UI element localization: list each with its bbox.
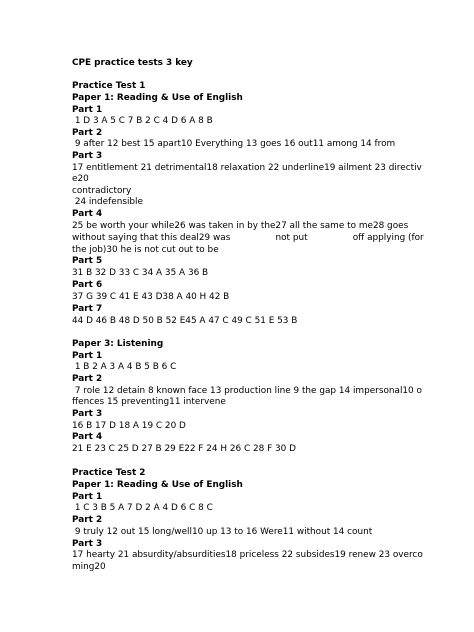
test1-part3-line: 24 indefensible — [72, 197, 143, 207]
test1-part3-line: contradictory — [72, 186, 132, 196]
test2-part1-heading: Part 1 — [72, 492, 103, 502]
test2-part3-line: 17 hearty 21 absurdity/absurdities18 priceless 22 subsides19 renew 23 overco — [72, 550, 423, 560]
test1-part3-line: 17 entitlement 21 detrimental18 relaxation 22 underline19 ailment 23 directiv — [72, 163, 422, 173]
test1-listening-part4-heading: Part 4 — [72, 432, 103, 442]
test1-part3-heading: Part 3 — [72, 151, 103, 161]
test1-part7-heading: Part 7 — [72, 304, 103, 314]
test1-part7-answers: 44 D 46 B 48 D 50 B 52 E45 A 47 C 49 C 51 E 53 B — [72, 316, 298, 326]
test1-listening-part1-heading: Part 1 — [72, 351, 103, 361]
test1-part4-line: without saying that this deal29 was not put off applying (for — [72, 233, 424, 243]
test1-listening-part3-heading: Part 3 — [72, 409, 103, 419]
test2-part1-answers: 1 C 3 B 5 A 7 D 2 A 4 D 6 C 8 C — [72, 503, 213, 513]
test2-part3-heading: Part 3 — [72, 539, 103, 549]
test1-part5-answers: 31 B 32 D 33 C 34 A 35 A 36 B — [72, 268, 209, 278]
test1-part4-heading: Part 4 — [72, 209, 103, 219]
test1-part3-line: e20 — [72, 174, 89, 184]
test1-part2-heading: Part 2 — [72, 128, 103, 138]
test1-part1-answers: 1 D 3 A 5 C 7 B 2 C 4 D 6 A 8 B — [72, 116, 213, 126]
test1-part4-line: the job)30 he is not cut out to be — [72, 245, 219, 255]
test2-part2-heading: Part 2 — [72, 515, 103, 525]
test1-listening-part2-heading: Part 2 — [72, 374, 103, 384]
test1-listening-part4-answers: 21 E 23 C 25 D 27 B 29 E22 F 24 H 26 C 28 F 30 D — [72, 444, 296, 454]
test2-heading: Practice Test 2 — [72, 468, 146, 478]
test1-heading: Practice Test 1 — [72, 81, 146, 91]
test1-listening-part2-line: 7 role 12 detain 8 known face 13 production line 9 the gap 14 impersonal10 o — [72, 386, 422, 396]
test1-paper1-heading: Paper 1: Reading & Use of English — [72, 93, 243, 103]
test1-listening-part3-answers: 16 B 17 D 18 A 19 C 20 D — [72, 421, 186, 431]
test1-part6-answers: 37 G 39 C 41 E 43 D38 A 40 H 42 B — [72, 292, 230, 302]
test1-paper3-heading: Paper 3: Listening — [72, 339, 164, 349]
document-title: CPE practice tests 3 key — [72, 58, 193, 68]
test1-part6-heading: Part 6 — [72, 280, 103, 290]
test2-part3-line: ming20 — [72, 562, 106, 572]
test1-listening-part1-answers: 1 B 2 A 3 A 4 B 5 B 6 C — [72, 362, 177, 372]
test2-paper1-heading: Paper 1: Reading & Use of English — [72, 480, 243, 490]
test1-part4-line: 25 be worth your while26 was taken in by the27 all the same to me28 goes — [72, 221, 409, 231]
test1-part5-heading: Part 5 — [72, 256, 103, 266]
test1-part2-answers: 9 after 12 best 15 apart10 Everything 13 goes 16 out11 among 14 from — [72, 139, 396, 149]
test1-listening-part2-line: ffences 15 preventing11 intervene — [72, 397, 226, 407]
test2-part2-answers: 9 truly 12 out 15 long/well10 up 13 to 16 Were11 without 14 count — [72, 527, 373, 537]
test1-part1-heading: Part 1 — [72, 105, 103, 115]
